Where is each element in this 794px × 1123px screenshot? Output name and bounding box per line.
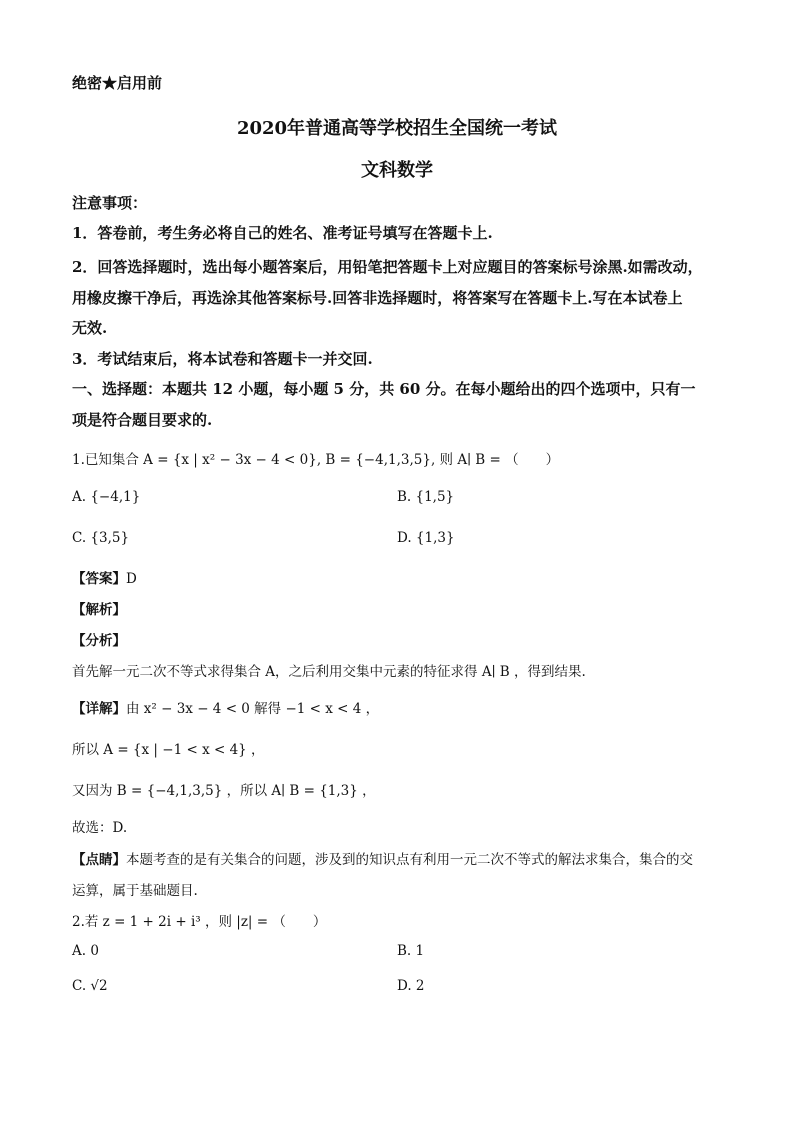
q2-option-a: A. 0 [72, 943, 99, 959]
q1-option-b: B. {1,5} [397, 489, 455, 505]
detail-label: 【详解】 [72, 701, 126, 717]
exam-title: 2020年普通高等学校招生全国统一考试 [236, 118, 558, 139]
q1-option-d: D. {1,3} [397, 530, 455, 546]
q2-stem: 2.若 z = 1 + 2i + i³ ，则 |z| = （ ） [72, 914, 327, 930]
q2-option-d: D. 2 [397, 978, 425, 994]
notes-item-2-line-1: 2．回答选择题时，选出每小题答案后，用铅笔把答题卡上对应题目的答案标号涂黑.如需改动， [72, 258, 703, 276]
notes-heading: 注意事项： [72, 194, 148, 212]
q1-answer [72, 567, 137, 587]
q1-step-2: 所以 A = {x | −1 < x < 4} ， [72, 742, 265, 758]
q1-detail [72, 697, 379, 717]
section1-line-2: 项是符合题目要求的. [72, 411, 213, 429]
exam-subtitle: 文科数学 [361, 160, 433, 181]
answer-value: D [126, 571, 137, 587]
answer-label: 【答案】 [72, 571, 126, 587]
secret-label: 绝密★启用前 [72, 74, 163, 92]
comment-text: 本题考查的是有关集合的问题，涉及到的知识点有利用一元二次不等式的解法求集合，集合的交 [126, 852, 693, 868]
notes-item-2-line-3: 无效. [72, 319, 108, 337]
notes-item-2-line-2: 用橡皮擦干净后，再选涂其他答案标号.回答非选择题时，将答案写在答题卡上.写在本试卷上 [72, 289, 683, 307]
q1-comment-line-2: 运算，属于基础题目. [72, 883, 198, 899]
q2-option-b: B. 1 [397, 943, 425, 959]
notes-item-3: 3．考试结束后，将本试卷和答题卡一并交回. [72, 350, 373, 368]
q1-step-4: 故选：D. [72, 820, 128, 836]
q1-option-c: C. {3,5} [72, 530, 130, 546]
comment-label: 【点睛】 [72, 852, 126, 868]
detail-text: 由 x² − 3x − 4 < 0 解得 −1 < x < 4 ， [126, 701, 380, 717]
q1-stem: 1.已知集合 A = {x | x² − 3x − 4 < 0}, B = {−4,1,3,5}, 则 A∣ B = （ ） [72, 452, 560, 468]
q1-fenxi-text: 首先解一元二次不等式求得集合 A，之后利用交集中元素的特征求得 A∣ B ，得到结果. [72, 664, 586, 680]
q1-fenxi-label: 【分析】 [72, 633, 126, 649]
q1-step-3: 又因为 B = {−4,1,3,5} ，所以 A∣ B = {1,3} ， [72, 783, 376, 799]
q1-comment-line-1 [72, 848, 693, 868]
notes-item-1: 1．答卷前，考生务必将自己的姓名、准考证号填写在答题卡上. [72, 224, 493, 242]
section1-line-1: 一、选择题：本题共 12 小题，每小题 5 分，共 60 分。在每小题给出的四个选项中，只有一 [72, 380, 696, 398]
q2-option-c: C. √2 [72, 978, 108, 994]
q1-analysis-label: 【解析】 [72, 602, 126, 618]
q1-option-a: A. {−4,1} [72, 489, 141, 505]
